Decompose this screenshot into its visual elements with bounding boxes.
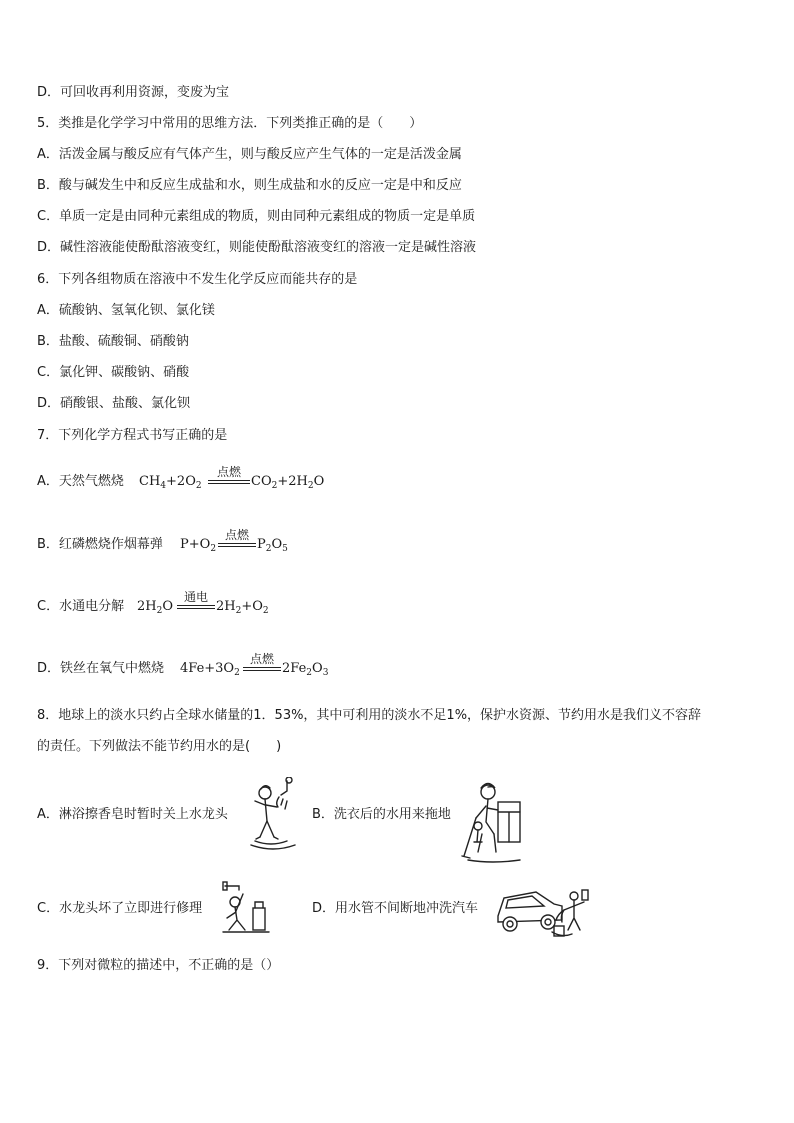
q6-option-c: C．氯化钾、碳酸钠、硝酸 [37, 365, 190, 380]
q5-option-d: D．碱性溶液能使酚酞溶液变红，则能使酚酞溶液变红的溶液一定是碱性溶液 [37, 240, 477, 255]
q7-c-reactants: $2H_2O$ [137, 599, 174, 616]
q7-b-reaction-arrow [218, 528, 256, 549]
q9-stem: 9．下列对微粒的描述中，不正确的是（） [37, 958, 280, 973]
q7-b-reactants: $P+O_2$ [180, 537, 217, 554]
q7-a-reaction-arrow [208, 465, 250, 486]
q8-stem-line2: 的责任。下列做法不能节约用水的是( ) [37, 739, 282, 754]
q7-d-reactants: $4Fe+3O_2$ [180, 661, 240, 678]
q6-option-a: A．硫酸钠、氢氧化钡、氯化镁 [37, 303, 215, 318]
q7-d-condition: 点燃 [249, 652, 274, 666]
q6-option-b: B．盐酸、硫酸铜、硝酸钠 [37, 334, 189, 349]
q8-stem-line1: 8．地球上的淡水只约占全球水储量的1．53%，其中可利用的淡水不足1%，保护水资源、节约用水是我们义不容辞 [37, 708, 702, 723]
q8-option-b: B．洗衣后的水用来拖地 [312, 807, 451, 822]
shower-soap-illustration [243, 777, 303, 853]
q7-d-products: $2Fe_2O_3$ [282, 661, 329, 678]
q5-option-b: B．酸与碱发生中和反应生成盐和水，则生成盐和水的反应一定是中和反应 [37, 178, 462, 193]
q5-option-a: A．活泼金属与酸反应有气体产生，则与酸反应产生气体的一定是活泼金属 [37, 147, 462, 162]
q7-b-products: $P_2O_5$ [257, 537, 288, 554]
q5-option-c: C．单质一定是由同种元素组成的物质，则由同种元素组成的物质一定是单质 [37, 209, 476, 224]
q8-option-d: D．用水管不间断地冲洗汽车 [312, 901, 479, 916]
faucet-repair-illustration [219, 880, 273, 936]
q7-option-a-label: A．天然气燃烧 [37, 474, 124, 489]
q7-option-b-label: B．红磷燃烧作烟幕弹 [37, 537, 163, 552]
car-washing-illustration [492, 876, 590, 944]
q4-option-d: D．可回收再利用资源，变废为宝 [37, 85, 230, 100]
q7-c-reaction-arrow [177, 590, 215, 611]
q8-option-c: C．水龙头坏了立即进行修理 [37, 901, 203, 916]
q7-stem: 7．下列化学方程式书写正确的是 [37, 428, 228, 443]
q6-stem: 6．下列各组物质在溶液中不发生化学反应而能共存的是 [37, 272, 358, 287]
q8-option-a: A．淋浴擦香皂时暂时关上水龙头 [37, 807, 228, 822]
q7-a-products: $CO_2+2H_2O$ [251, 474, 325, 491]
q7-a-reactants: $CH_4+2O_2$ [139, 474, 202, 491]
q7-c-products: $2H_2+O_2$ [216, 599, 269, 616]
q5-stem: 5．类推是化学学习中常用的思维方法．下列类推正确的是（ ） [37, 116, 423, 131]
q7-option-c-label: C．水通电分解 [37, 599, 125, 614]
q7-a-condition: 点燃 [216, 465, 241, 479]
mopping-floor-illustration [460, 778, 524, 864]
q7-c-condition: 通电 [183, 590, 208, 604]
q7-option-d-label: D．铁丝在氧气中燃烧 [37, 661, 165, 676]
q7-d-reaction-arrow [243, 652, 281, 673]
q6-option-d: D．硝酸银、盐酸、氯化钡 [37, 396, 191, 411]
q7-b-condition: 点燃 [224, 528, 249, 542]
